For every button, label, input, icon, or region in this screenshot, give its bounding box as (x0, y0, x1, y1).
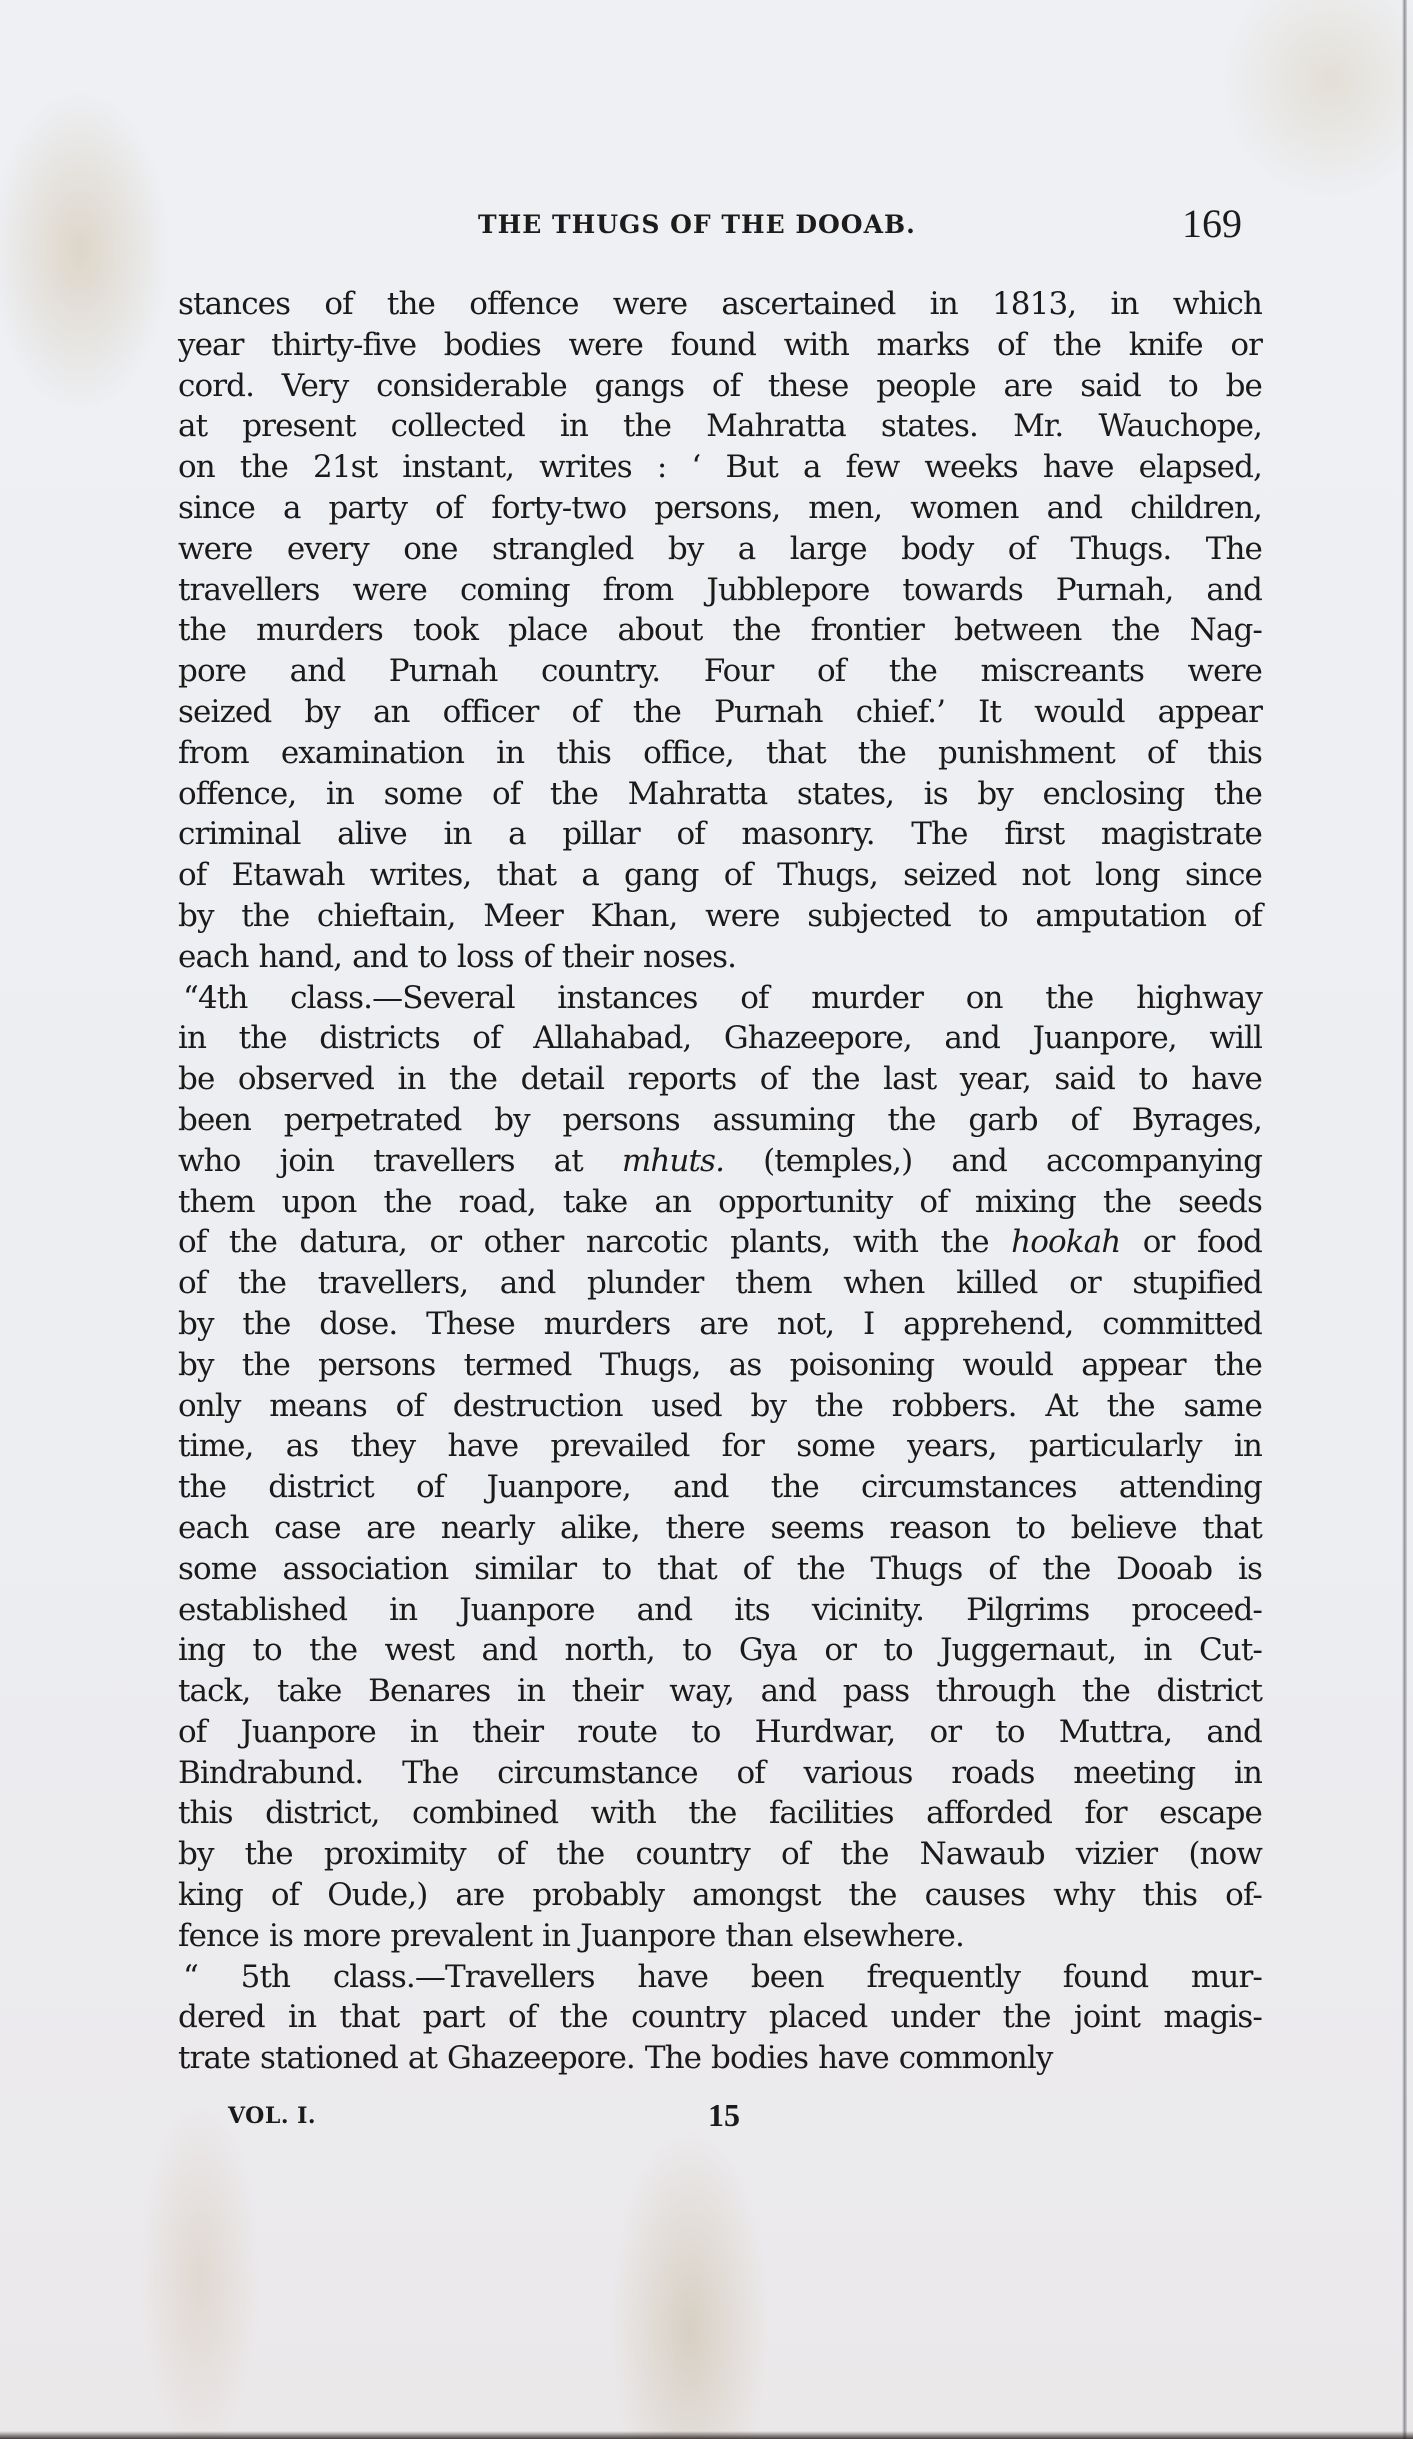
text-line (178, 1997, 1262, 2038)
paragraph (178, 284, 1262, 978)
body-text (178, 284, 1262, 2079)
text-segment: of the datura, or other narcotic plants, with the (178, 1224, 1012, 1261)
text-segment: who join travellers at (178, 1142, 622, 1179)
text-line (178, 447, 1262, 488)
signature-mark: 15 (708, 2097, 740, 2133)
text-line (178, 1059, 1262, 1100)
text-segment: cord. Very considerable gangs of these people are said to be (178, 367, 1262, 404)
text-segment: year thirty-five bodies were found with marks of the knife or (178, 326, 1262, 363)
text-line (178, 1834, 1262, 1875)
text-segment: tack, take Benares in their way, and pass through the district (178, 1673, 1262, 1710)
text-segment: (temples,) and accompanying (724, 1142, 1263, 1179)
text-line (178, 1590, 1262, 1631)
page-number: 169 (1182, 201, 1242, 246)
text-segment: each case are nearly alike, there seems reason to believe that (178, 1509, 1262, 1546)
text-segment: trate stationed at Ghazeepore. The bodies have commonly (178, 2040, 1053, 2077)
text-segment: criminal alive in a pillar of masonry. The first magistrate (178, 816, 1262, 853)
text-line (178, 733, 1262, 774)
text-segment: been perpetrated by persons assuming the garb of Byrages, (178, 1101, 1262, 1138)
text-segment: were every one strangled by a large body of Thugs. The (178, 530, 1262, 567)
text-line (178, 488, 1262, 529)
text-segment: by the proximity of the country of the Nawaub vizier (now (178, 1836, 1262, 1873)
paragraph (178, 978, 1262, 1957)
text-segment: some association similar to that of the Thugs of the Dooab is (178, 1550, 1262, 1587)
binding-edge (1402, 0, 1407, 2439)
text-line (178, 1630, 1262, 1671)
text-line (178, 1793, 1262, 1834)
text-line (178, 570, 1262, 611)
text-line (178, 2038, 1262, 2079)
text-segment: fence is more prevalent in Juanpore than elsewhere. (178, 1917, 964, 1954)
text-segment: only means of destruction used by the robbers. At the same (178, 1387, 1262, 1424)
text-line (178, 529, 1262, 570)
volume-marker: VOL. I. (228, 2103, 317, 2129)
running-head (178, 200, 1262, 250)
text-segment: pore and Purnah country. Four of the miscreants were (178, 653, 1262, 690)
text-line (178, 366, 1262, 407)
text-segment: dered in that part of the country placed under the joint magis- (178, 1999, 1262, 2036)
text-segment: each hand, and to loss of their noses. (178, 938, 737, 975)
text-segment: be observed in the detail reports of the last year, said to have (178, 1061, 1262, 1098)
text-segment: in the districts of Allahabad, Ghazeepore, and Juanpore, will (178, 1020, 1262, 1057)
text-line (178, 1957, 1262, 1998)
text-segment: by the persons termed Thugs, as poisoning would appear the (178, 1346, 1262, 1383)
text-segment: Bindrabund. The circumstance of various roads meeting in (178, 1754, 1262, 1791)
page-footer (178, 2097, 1262, 2137)
text-segment: travellers were coming from Jubblepore towards Purnah, and (178, 571, 1262, 608)
text-segment: “ 5th class.—Travellers have been frequently found mur- (183, 1958, 1262, 1995)
page-bottom-edge (0, 2431, 1413, 2439)
text-segment: by the chieftain, Meer Khan, were subjected to amputation of (178, 897, 1262, 934)
text-line (178, 1916, 1262, 1957)
text-line (178, 1345, 1262, 1386)
text-segment: since a party of forty-two persons, men, women and children, (178, 489, 1262, 526)
text-line (178, 1549, 1262, 1590)
text-line (178, 1712, 1262, 1753)
text-line (178, 1426, 1262, 1467)
text-segment: the district of Juanpore, and the circumstances attending (178, 1469, 1262, 1506)
text-segment: seized by an officer of the Purnah chief.’ It would appear (178, 693, 1262, 730)
text-segment: offence, in some of the Mahratta states, is by enclosing the (178, 775, 1262, 812)
text-segment: established in Juanpore and its vicinity. Pilgrims proceed- (178, 1591, 1262, 1628)
text-segment: of Etawah writes, that a gang of Thugs, seized not long since (178, 857, 1262, 894)
text-segment: or food (1120, 1224, 1262, 1261)
text-segment: of the travellers, and plunder them when killed or stupified (178, 1265, 1262, 1302)
text-line (178, 855, 1262, 896)
text-line (178, 1467, 1262, 1508)
text-line (178, 1508, 1262, 1549)
text-segment: ing to the west and north, to Gya or to Juggernaut, in Cut- (178, 1632, 1262, 1669)
italic-term: mhuts. (621, 1142, 725, 1179)
text-line (178, 1671, 1262, 1712)
text-segment: at present collected in the Mahratta states. Mr. Wauchope, (178, 408, 1262, 445)
text-line (178, 896, 1262, 937)
text-segment: the murders took place about the frontier between the Nag- (178, 612, 1262, 649)
text-segment: king of Oude,) are probably amongst the causes why this of- (178, 1877, 1262, 1914)
text-line (178, 1100, 1262, 1141)
text-segment: by the dose. These murders are not, I apprehend, committed (178, 1305, 1262, 1342)
text-line (178, 1182, 1262, 1223)
italic-term: hookah (1011, 1224, 1121, 1261)
running-head-title: THE THUGS OF THE DOOAB. (478, 210, 916, 239)
text-line (178, 1386, 1262, 1427)
text-segment: on the 21st instant, writes : ‘ But a few weeks have elapsed, (178, 449, 1262, 486)
text-line (178, 1875, 1262, 1916)
text-line (178, 610, 1262, 651)
paragraph (178, 1957, 1262, 2079)
text-line (178, 1263, 1262, 1304)
text-line (178, 651, 1262, 692)
text-line (178, 1141, 1262, 1182)
text-line (178, 774, 1262, 815)
text-segment: stances of the offence were ascertained in 1813, in which (178, 286, 1262, 322)
text-line (178, 1018, 1262, 1059)
text-line (178, 284, 1262, 325)
text-line (178, 692, 1262, 733)
text-segment: from examination in this office, that the punishment of this (178, 734, 1262, 771)
text-line (178, 814, 1262, 855)
text-line (178, 978, 1262, 1019)
text-line (178, 325, 1262, 366)
text-segment: time, as they have prevailed for some years, particularly in (178, 1428, 1262, 1465)
text-segment: this district, combined with the facilities afforded for escape (178, 1795, 1262, 1832)
text-line (178, 1222, 1262, 1263)
text-segment: them upon the road, take an opportunity of mixing the seeds (178, 1183, 1262, 1220)
text-line (178, 1304, 1262, 1345)
text-line (178, 1753, 1262, 1794)
text-line (178, 406, 1262, 447)
text-line (178, 937, 1262, 978)
text-segment: of Juanpore in their route to Hurdwar, or to Muttra, and (178, 1713, 1262, 1750)
text-segment: “4th class.—Several instances of murder on the highway (183, 979, 1262, 1016)
